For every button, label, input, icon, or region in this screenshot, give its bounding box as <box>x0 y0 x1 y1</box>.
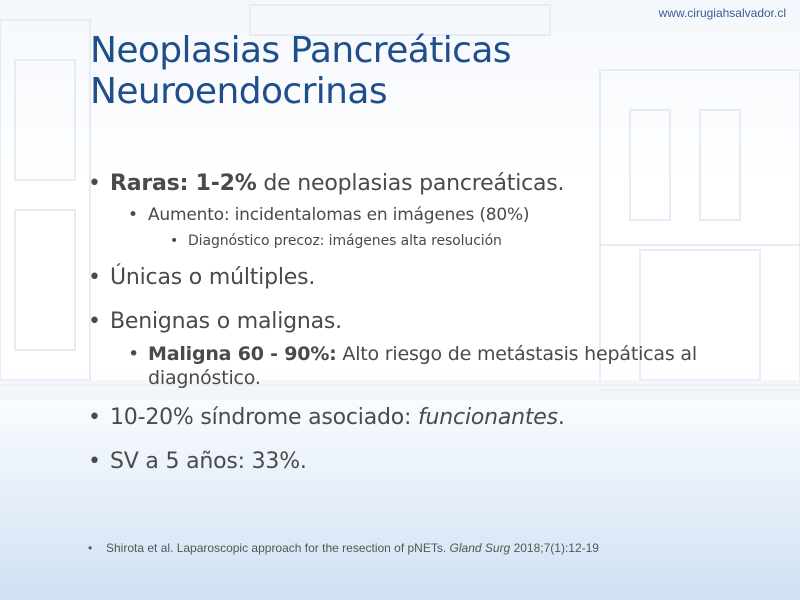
website-url: www.cirugiahsalvador.cl <box>658 6 786 20</box>
reference-citation <box>88 541 788 555</box>
bullet-glyph: • <box>128 343 140 365</box>
slide-title-line-1: Neoplasias Pancreáticas <box>90 30 511 71</box>
bullet-syndrome-italic: funcionantes <box>418 405 558 430</box>
bullet-benign-malignant <box>88 308 778 336</box>
bullet-syndrome-tail: . <box>557 405 565 430</box>
bullet-rarity <box>88 170 778 198</box>
bullet-glyph: • <box>128 205 138 225</box>
bullet-single-multiple-text: Únicas o múltiples. <box>110 265 316 290</box>
bullet-glyph: • <box>88 309 101 334</box>
slide-title <box>90 30 750 113</box>
bullet-benign-malignant-text: Benignas o malignas. <box>110 309 342 334</box>
bullet-glyph: • <box>88 171 101 196</box>
bullet-syndrome <box>88 404 778 432</box>
bullet-glyph: • <box>88 449 101 474</box>
subbullet-incidentalomas <box>88 204 778 226</box>
bullet-rarity-bold: Raras: 1-2% <box>110 171 257 196</box>
bullet-single-multiple <box>88 264 778 292</box>
subsubbullet-diagnosis-text: Diagnóstico precoz: imágenes alta resolución <box>188 233 502 249</box>
reference-text-wrapper <box>88 541 788 555</box>
bullet-glyph: • <box>170 233 179 249</box>
subbullet-incidentalomas-text: Aumento: incidentalomas en imágenes (80%) <box>148 205 530 225</box>
bullet-glyph: • <box>88 541 93 555</box>
subbullet-malignant-text: Alto riesgo de metástasis hepáticas al diagnóstico. <box>148 343 697 389</box>
slide-title-line-2: Neuroendocrinas <box>90 71 388 113</box>
reference-journal: Gland Surg <box>449 541 511 555</box>
bullet-survival-text: SV a 5 años: 33%. <box>110 449 307 474</box>
reference-text: Shirota et al. Laparoscopic approach for the resection of pNETs. <box>106 541 450 555</box>
bullet-survival <box>88 448 778 476</box>
bullet-rarity-text: de neoplasias pancreáticas. <box>256 171 565 196</box>
reference-citation-details: 2018;7(1):12-19 <box>510 541 599 555</box>
bullet-list <box>88 170 778 476</box>
subsubbullet-diagnosis <box>88 232 778 250</box>
bullet-glyph: • <box>88 405 101 430</box>
bullet-syndrome-text: 10-20% síndrome asociado: <box>110 405 419 430</box>
subbullet-malignant <box>88 342 778 390</box>
bullet-glyph: • <box>88 265 101 290</box>
subbullet-malignant-bold: Maligna 60 - 90%: <box>148 343 337 365</box>
